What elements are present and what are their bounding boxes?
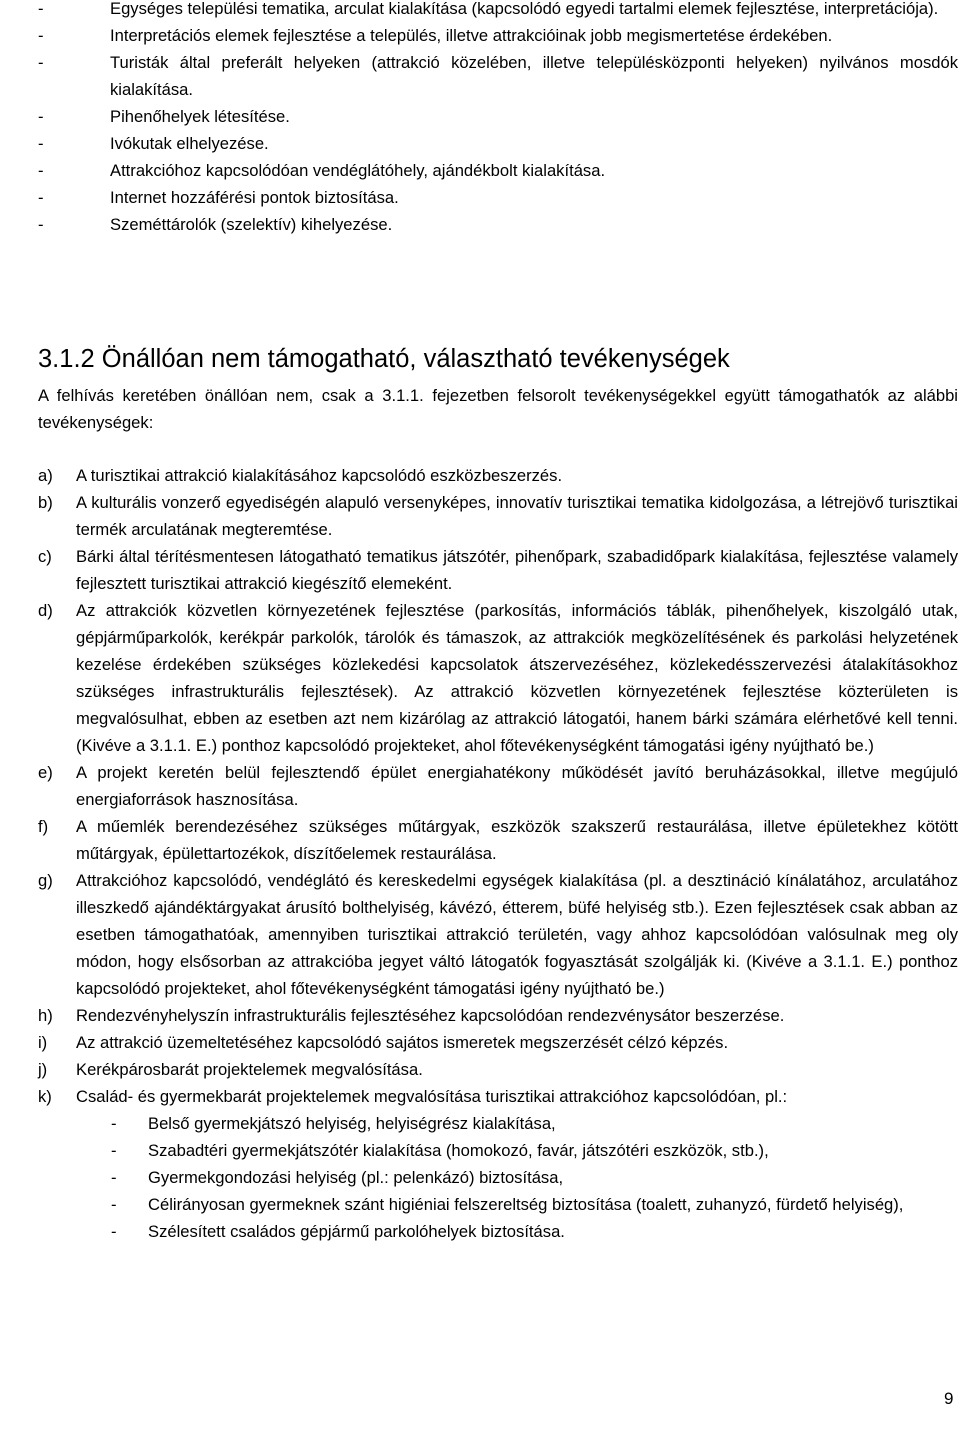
list-item: - Egységes települési tematika, arculat kialakítása (kapcsolódó egyedi tartalmi elemek fejlesztése, interpretációja). xyxy=(38,0,958,22)
item-text: Kerékpárosbarát projektelemek megvalósítása. xyxy=(76,1060,423,1079)
item-marker: c) xyxy=(38,547,52,566)
item-marker: i) xyxy=(38,1033,48,1052)
item-marker: g) xyxy=(38,871,53,890)
list-item xyxy=(38,1083,958,1245)
dash-marker: - xyxy=(38,26,44,45)
item-text: Az attrakció üzemeltetéséhez kapcsolódó sajátos ismeretek megszerzését célzó képzés. xyxy=(76,1033,729,1052)
dash-marker: - xyxy=(111,1195,117,1214)
list-item xyxy=(38,1002,958,1029)
list-item xyxy=(38,489,958,543)
item-marker: a) xyxy=(38,466,53,485)
item-text: A turisztikai attrakció kialakításához kapcsolódó eszközbeszerzés. xyxy=(76,466,563,485)
item-marker: f) xyxy=(38,817,49,836)
item-text: A projekt keretén belül fejlesztendő épület energiahatékony működését javító beruházásokkal, illetve megújuló energiaforrások hasznosítása. xyxy=(76,763,958,809)
section-heading: 3.1.2 Önállóan nem támogatható, választható tevékenységek xyxy=(38,345,730,373)
list-item: - Internet hozzáférési pontok biztosítása. xyxy=(38,184,958,211)
item-text: A műemlék berendezéséhez szükséges műtárgyak, eszközök szakszerű restaurálása, illetve épületekhez kötött műtárgyak, épülettartozékok, díszítőelemek restaurálása. xyxy=(76,817,958,863)
sublist-item: - Gyermekgondozási helyiség (pl.: pelenkázó) biztosítása, xyxy=(76,1164,958,1191)
item-text: Család- és gyermekbarát projektelemek megvalósítása turisztikai attrakcióhoz kapcsolódóan, pl.: xyxy=(76,1087,788,1106)
list-item: - Attrakcióhoz kapcsolódóan vendéglátóhely, ajándékbolt kialakítása. xyxy=(38,157,958,184)
page-number: 9 xyxy=(944,1389,954,1408)
item-text: Bárki által térítésmentesen látogatható tematikus játszótér, pihenőpark, szabadidőpark kialakítása, fejlesztése valamely fejlesztett turisztikai attrakció kiegészítő elemeként. xyxy=(76,547,958,593)
list-item xyxy=(38,597,958,759)
item-text: Az attrakciók közvetlen környezetének fejlesztése (parkosítás, információs táblák, pihenőhelyek, kiszolgáló utak, gépjárműparkolók, kerékpár parkolók, tárolók és támaszok, az attrakciók megközelítésének és parkolási helyzetének kezelése érdekében szükséges közlekedési kapcsolatok átszervezéséhez, közlekedésszervezési átalakításokhoz szükséges infrastrukturális fejlesztések). Az attrakció közvetlen környezetének fejlesztése közterületen is megvalósulhat, ebben az esetben azt nem kizárólag az attrakció látogatói, hanem bárki számára elérhetővé kell tenni. (Kivéve a 3.1.1. E.) ponthoz kapcsolódó projekteket, ahol főtevékenységként támogatási igény nyújtható be.) xyxy=(76,601,958,755)
item-marker: b) xyxy=(38,493,53,512)
activity-list xyxy=(38,462,958,1245)
list-item xyxy=(38,813,958,867)
list-item xyxy=(38,543,958,597)
list-item xyxy=(38,1029,958,1056)
sublist-item: - Belső gyermekjátszó helyiség, helyiségrész kialakítása, xyxy=(76,1110,958,1137)
item-marker: j) xyxy=(38,1060,48,1079)
list-item xyxy=(38,462,958,489)
list-item xyxy=(38,1056,958,1083)
list-item xyxy=(38,867,958,1002)
dash-marker: - xyxy=(38,53,44,72)
item-marker: k) xyxy=(38,1087,52,1106)
sublist-item: - Szélesített családos gépjármű parkolóhelyek biztosítása. xyxy=(76,1218,958,1245)
sublist-item: - Szabadtéri gyermekjátszótér kialakítása (homokozó, favár, játszótéri eszközök, stb.), xyxy=(76,1137,958,1164)
dash-marker: - xyxy=(111,1114,117,1133)
list-item: - Interpretációs elemek fejlesztése a település, illetve attrakcióinak jobb megismertetése érdekében. xyxy=(38,22,958,49)
list-item: - Ivókutak elhelyezése. xyxy=(38,130,958,157)
dash-marker: - xyxy=(111,1141,117,1160)
k-sublist xyxy=(76,1110,958,1245)
list-item: - Pihenőhelyek létesítése. xyxy=(38,103,958,130)
item-text: A kulturális vonzerő egyediségén alapuló versenyképes, innovatív turisztikai tematika kidolgozása, a létrejövő turisztikai termék arculatának megteremtése. xyxy=(76,493,958,539)
list-item xyxy=(38,759,958,813)
dash-marker: - xyxy=(111,1168,117,1187)
item-marker: e) xyxy=(38,763,53,782)
list-item: - Szeméttárolók (szelektív) kihelyezése. xyxy=(38,211,958,238)
top-bullet-list xyxy=(38,0,958,238)
list-item: - Turisták által preferált helyeken (attrakció közelében, illetve településközponti helyeken) nyilvános mosdók kialakítása. xyxy=(38,49,958,103)
dash-marker: - xyxy=(111,1222,117,1241)
item-marker: h) xyxy=(38,1006,53,1025)
dash-marker: - xyxy=(38,215,44,234)
item-marker: d) xyxy=(38,601,53,620)
dash-marker: - xyxy=(38,107,44,126)
item-text: Rendezvényhelyszín infrastrukturális fejlesztéséhez kapcsolódóan rendezvénysátor beszerzése. xyxy=(76,1006,785,1025)
dash-marker: - xyxy=(38,134,44,153)
item-text: Attrakcióhoz kapcsolódó, vendéglátó és kereskedelmi egységek kialakítása (pl. a desztináció kínálatához, arculatához illeszkedő ajándéktárgyakat árusító bolthelyiség, kávézó, étterem, büfé helyiség stb.). Ezen fejlesztések csak abban az esetben támogathatóak, amennyiben turisztikai attrakció területén, vagy ahhoz kapcsolódóan valósulnak meg oly módon, hogy elsősorban az attrakcióba jegyet váltó látogatók fogyasztását szolgálják ki. (Kivéve a 3.1.1. E.) ponthoz kapcsolódó projekteket, ahol főtevékenységként támogatási igény nyújtható be.) xyxy=(76,871,958,998)
dash-marker: - xyxy=(38,188,44,207)
dash-marker: - xyxy=(38,0,44,18)
dash-marker: - xyxy=(38,161,44,180)
sublist-item: - Célirányosan gyermeknek szánt higiéniai felszereltség biztosítása (toalett, zuhanyzó, fürdető helyiség), xyxy=(76,1191,958,1218)
section-intro: A felhívás keretében önállóan nem, csak a 3.1.1. fejezetben felsorolt tevékenységekkel együtt támogathatók az alábbi tevékenységek: xyxy=(38,386,958,432)
